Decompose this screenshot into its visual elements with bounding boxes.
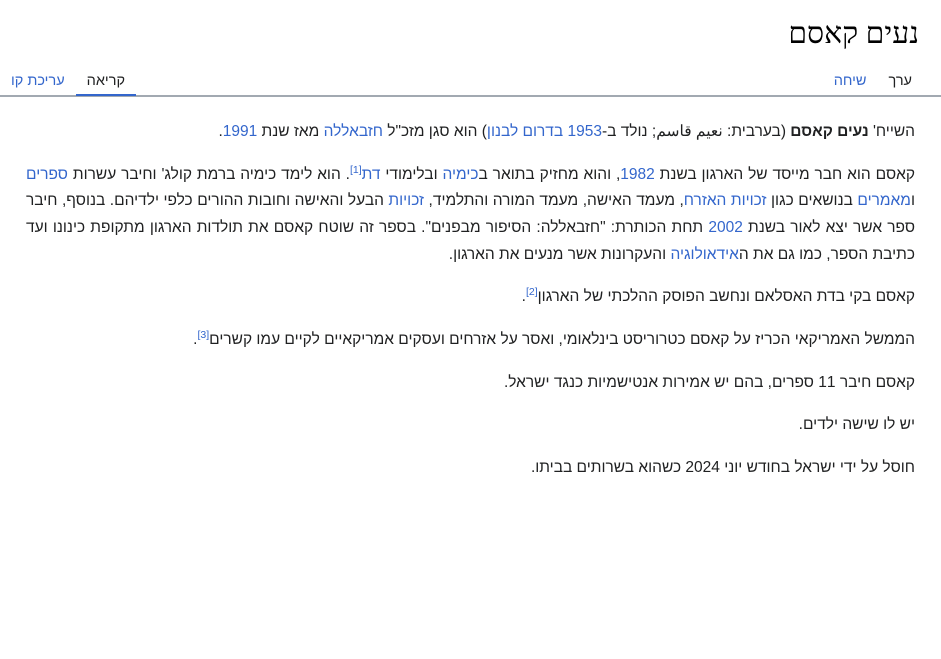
article-text: והעקרונות אשר מנעים את הארגון. xyxy=(448,245,671,263)
article-link[interactable]: דת xyxy=(361,165,381,183)
article-link[interactable]: חזבאללה xyxy=(323,123,383,140)
reference-marker[interactable] xyxy=(350,164,362,176)
article-text: نعيم قاسم xyxy=(656,123,723,140)
article-paragraph xyxy=(26,162,915,269)
article-link[interactable]: 1991 xyxy=(222,123,258,140)
article-link[interactable]: 1982 xyxy=(620,165,655,183)
page-title: נעים קאסם xyxy=(788,17,919,50)
article-text: מאז שנת xyxy=(257,123,324,140)
article-text: השייח' xyxy=(868,123,915,140)
reference-link[interactable]: [1] xyxy=(349,163,362,176)
reference-marker[interactable] xyxy=(526,286,538,298)
article-text: חוסל על ידי ישראל בחודש יוני 2024 כשהוא בשרותים בביתו. xyxy=(530,458,915,476)
article-paragraph xyxy=(26,119,915,146)
article-text: הממשל האמריקאי הכריז על קאסם כטרוריסט בינלאומי, ואסר על אזרחים ועסקים אמריקאיים לקיים עמו קשרים xyxy=(209,330,915,348)
article-link[interactable]: ספרים xyxy=(26,165,68,183)
article-text: . xyxy=(521,288,526,306)
article-text: ; נולד ב- xyxy=(601,123,657,140)
article-link[interactable]: אידאולוגיה xyxy=(670,245,739,263)
article-paragraph xyxy=(26,412,915,439)
article-text: יש לו שישה ילדים. xyxy=(798,416,915,434)
tab-edit-source[interactable]: עריכת קו xyxy=(11,73,65,89)
article-link[interactable]: 1953 xyxy=(567,123,602,140)
article-text: קאסם בקי בדת האסלאם ונחשב הפוסק ההלכתי של הארגון xyxy=(537,288,915,306)
article-text: ו xyxy=(910,192,915,210)
article-text: ) הוא סגן מזכ"ל xyxy=(383,123,487,140)
article-text: תחת הכותרת: "חזבאללה: הסיפור מבפנים". בספר זה שוטח קאסם את תולדות הארגון מתקופת כינונו ועד כתיבת הספר, כמו גם את ה xyxy=(26,218,915,263)
reference-link[interactable]: [3] xyxy=(197,328,210,341)
article-body xyxy=(0,97,941,482)
article-link[interactable]: כימיה xyxy=(442,165,479,183)
article-paragraph xyxy=(26,284,915,311)
article-paragraph xyxy=(26,327,915,354)
article-link[interactable]: זכויות xyxy=(388,192,425,210)
article-text: , והוא מחזיק בתואר ב xyxy=(478,165,621,183)
article-text: הבעל והאישה וחובות ההורים כלפי ילדיהם. בנוסף, חיבר ספר אשר יצא לאור בשנת xyxy=(26,192,915,236)
article-text: קאסם חיבר 11 ספרים, בהם יש אמירות אנטישמיות כנגד ישראל. xyxy=(503,373,915,391)
reference-link[interactable]: [2] xyxy=(525,286,538,299)
article-text: (בערבית: xyxy=(722,123,791,140)
tab-bar xyxy=(0,63,941,97)
tab-article[interactable]: ערך xyxy=(888,73,912,89)
article-text: . xyxy=(193,330,198,348)
article-text: ובלימודי xyxy=(380,165,443,183)
article-text: . xyxy=(218,123,223,140)
reference-marker[interactable] xyxy=(197,329,209,341)
article-paragraph xyxy=(26,370,915,397)
tab-read[interactable]: קריאה xyxy=(76,73,136,96)
article-link[interactable]: מאמרים xyxy=(857,192,911,210)
article-text: , מעמד האישה, מעמד המורה והתלמיד, xyxy=(424,192,684,210)
article-link[interactable]: 2002 xyxy=(708,218,743,236)
article-text: קאסם הוא חבר מייסד של הארגון בשנת xyxy=(654,165,915,183)
article-text: . הוא לימד כימיה ברמת קולג' וחיבר עשרות xyxy=(67,165,350,183)
article-text: בנושאים כגון xyxy=(766,192,858,210)
article-link[interactable]: זכויות האזרח xyxy=(683,192,767,210)
article-link[interactable]: בדרום לבנון xyxy=(486,123,564,140)
article-paragraph xyxy=(26,455,915,482)
title-bar xyxy=(0,0,941,63)
article-subject-name: נעים קאסם xyxy=(790,123,869,140)
tab-talk[interactable]: שיחה xyxy=(833,73,867,89)
